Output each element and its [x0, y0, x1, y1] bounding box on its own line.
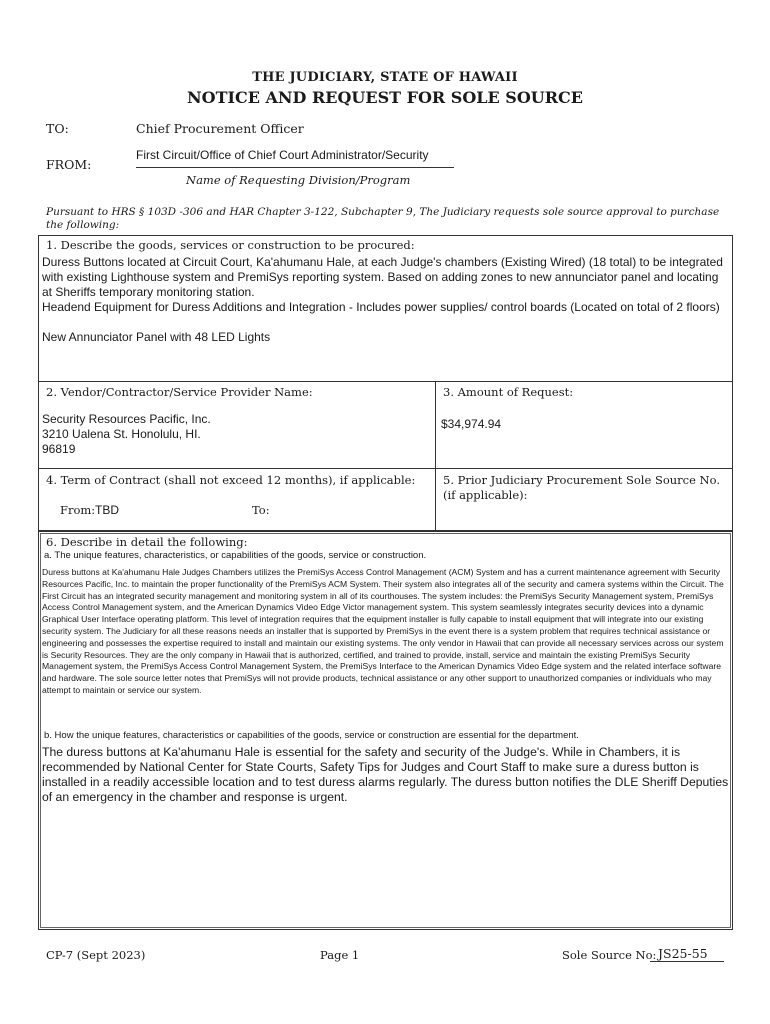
section-6a-label: a. The unique features, characteristics, or capabilities of the goods, service or construction.: [44, 550, 427, 561]
section-3-label: 3. Amount of Request:: [443, 385, 574, 399]
from-field[interactable]: First Circuit/Office of Chief Court Administrator/Security: [136, 148, 429, 162]
vendor-field[interactable]: Security Resources Pacific, Inc. 3210 Ualena St. Honolulu, HI. 96819: [42, 412, 211, 456]
amount-field[interactable]: $34,974.94: [441, 417, 502, 431]
to-value[interactable]: Chief Procurement Officer: [136, 121, 304, 136]
from-underline: [136, 167, 454, 168]
section-4-label: 4. Term of Contract (shall not exceed 12 months), if applicable:: [46, 473, 416, 487]
section-1-field[interactable]: Duress Buttons located at Circuit Court, Ka'ahumanu Hale, at each Judge's chambers (Existing Wired) (18 total) to be integrated with existing Lighthouse system and PremiSys reporting system. Based on adding zones to new annunciator panel and locating at Sheriffs temporary monitoring station. Headend Equipment for Duress Additions and Integration - Includes power supplies/ control boards (Located on total of 2 floors) New Annunciator Panel with 48 LED Lights: [42, 255, 723, 344]
from-caption: Name of Requesting Division/Program: [186, 173, 411, 187]
section-6b-label: b. How the unique features, characteristics or capabilities of the goods, service or construction are essential for the department.: [44, 730, 579, 741]
sole-source-number-field[interactable]: JS25-55: [650, 946, 724, 962]
section-6b-field[interactable]: The duress buttons at Ka'ahumanu Hale is essential for the safety and security of the Judge's. While in Chambers, it is recommended by National Center for State Courts, Safety Tips for Judges and Court Staff to make sure a duress button is installed in a readily accessible location and to test duress alarms regularly. The duress button notifies the DLE Sheriff Deputies of an emergency in the chamber and response is urgent.: [42, 745, 729, 804]
section-2-label: 2. Vendor/Contractor/Service Provider Name:: [46, 385, 313, 399]
pursuant-statement: Pursuant to HRS § 103D -306 and HAR Chapter 3-122, Subchapter 9, The Judiciary requests sole source approval to purchase the following:: [46, 206, 720, 231]
term-from-field[interactable]: TBD: [95, 503, 119, 517]
section-6-label: 6. Describe in detail the following:: [46, 535, 248, 549]
term-to-label: To:: [252, 503, 270, 517]
section-5-label: 5. Prior Judiciary Procurement Sole Source No. (if applicable):: [443, 473, 720, 502]
form-title: NOTICE AND REQUEST FOR SOLE SOURCE: [187, 88, 583, 107]
from-label: FROM:: [46, 157, 92, 172]
sole-source-label: Sole Source No:: [562, 948, 657, 962]
term-from-label: From:: [60, 503, 96, 517]
form-id: CP-7 (Sept 2023): [46, 948, 146, 962]
agency-heading: THE JUDICIARY, STATE OF HAWAII: [252, 70, 518, 85]
page-number: Page 1: [320, 948, 360, 962]
section-6a-field[interactable]: Duress buttons at Ka'ahumanu Hale Judges Chambers utilizes the PremiSys Access Control Management (ACM) System and has a current maintenance agreement with Security Resources Pacific, Inc. to maintain the proper functionality of the PremiSys ACM System. Their system also integrates all of the security and camera systems within the Circuit. The First Circuit has an integrated security management and monitoring system in all of its courthouses. The system includes: the PremiSys Security Management system, PremiSys Access Control Management system, and the American Dynamics Video Edge Victor management system. This system seamlessly integrates security devices into a dynamic Graphical User Interface operating platform. This level of integration requires that the equipment installer is fully capable to install equipment that will integrate into our existing security system. The Judiciary for all these reasons needs an installer that is supported by PremiSys in the event there is a system problem that requires technical assistance or engineering and possesses the expertise required to install and maintain our existing systems. The only vendor in Hawaii that can provide all necessary services across our system is Security Resources. They are the only company in Hawaii that is authorized, certified, and trained to provide, install, service and maintain the existing PremiSys Security Management system, the PremiSys Access Control Management System, the PremiSys Interface to the American Dynamics Video Edge system and the related interface software and hardware. The sole source letter notes that PremiSys will not provide products, technical assistance or any other support to unauthorized companies or individuals who may attempt to maintain or service our system.: [42, 567, 724, 695]
section-1-label: 1. Describe the goods, services or construction to be procured:: [46, 238, 415, 252]
to-label: TO:: [46, 121, 69, 136]
